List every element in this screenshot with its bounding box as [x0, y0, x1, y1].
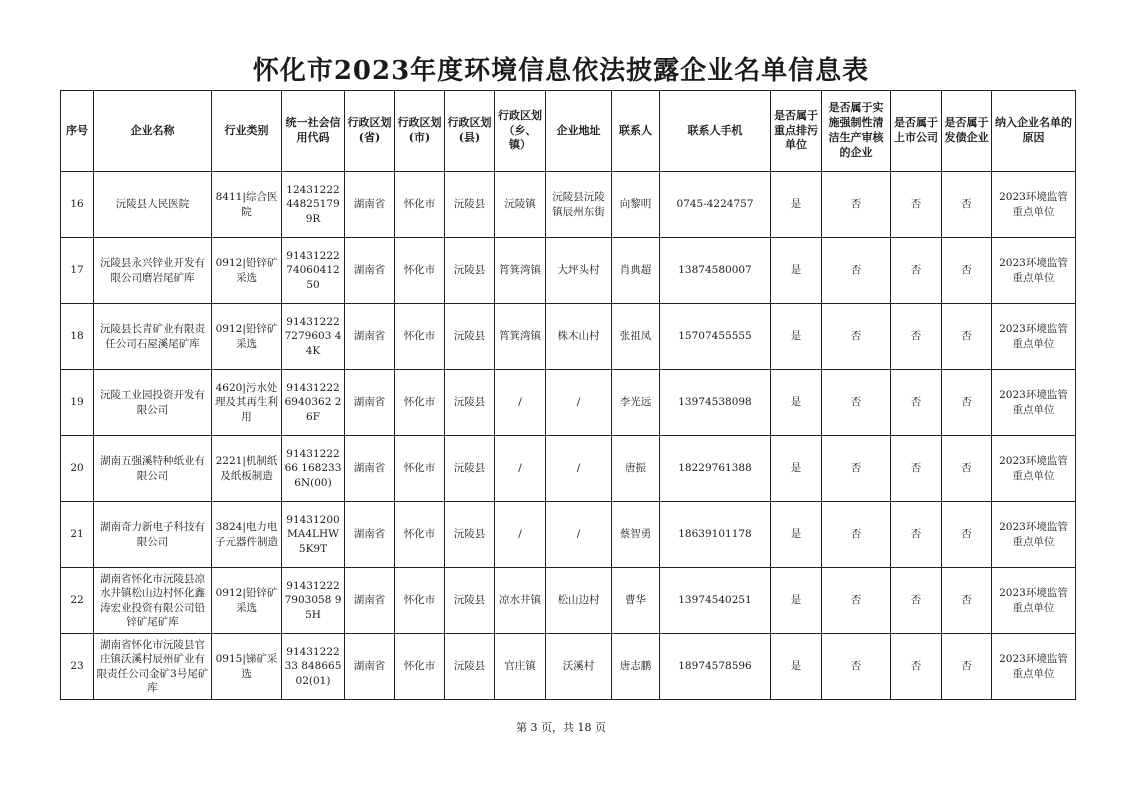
table-cell: 沅陵县 [445, 436, 495, 502]
table-cell: / [546, 436, 612, 502]
table-cell: 是 [771, 502, 822, 568]
table-cell: 91431200MA4LHW5K9T [282, 502, 345, 568]
table-cell: 否 [822, 634, 891, 700]
table-cell: 沅陵县沅陵镇辰州东街 [546, 172, 612, 238]
table-row [61, 304, 1076, 370]
header-cell: 序号 [61, 91, 94, 172]
table-row [61, 568, 1076, 634]
header-cell: 是否属于上市公司 [891, 91, 942, 172]
table-cell: 沅陵县 [445, 502, 495, 568]
table-row [61, 502, 1076, 568]
table-cell: 沅陵县 [445, 634, 495, 700]
table-cell: 怀化市 [395, 370, 445, 436]
table-cell: 否 [822, 238, 891, 304]
table-cell: 大坪头村 [546, 238, 612, 304]
table-cell: 蔡智勇 [612, 502, 660, 568]
table-cell: 怀化市 [395, 436, 445, 502]
table-cell: 湖南省 [345, 172, 395, 238]
header-cell: 是否属于重点排污单位 [771, 91, 822, 172]
enterprise-table [60, 90, 1076, 700]
table-cell: 914312227903058 95H [282, 568, 345, 634]
table-cell: 怀化市 [395, 502, 445, 568]
table-cell: 株木山村 [546, 304, 612, 370]
table-cell: 914312227406041250 [282, 238, 345, 304]
table-cell: 否 [942, 634, 992, 700]
table-cell: 沅陵县长青矿业有限责任公司石屋溪尾矿库 [94, 304, 212, 370]
table-row [61, 172, 1076, 238]
table-cell: 湖南省 [345, 634, 395, 700]
table-cell: 13974538098 [660, 370, 771, 436]
table-cell: 是 [771, 172, 822, 238]
table-cell: 16 [61, 172, 94, 238]
table-cell: 0912|铅锌矿采选 [212, 568, 282, 634]
table-cell: 否 [822, 436, 891, 502]
table-cell: 唐志鹏 [612, 634, 660, 700]
table-cell: 是 [771, 238, 822, 304]
table-cell: 是 [771, 436, 822, 502]
table-cell: 怀化市 [395, 568, 445, 634]
table-cell: 18229761388 [660, 436, 771, 502]
table-cell: 13874580007 [660, 238, 771, 304]
table-cell: 怀化市 [395, 238, 445, 304]
table-cell: 否 [891, 304, 942, 370]
table-cell: 2221|机制纸及纸板制造 [212, 436, 282, 502]
table-cell: 否 [822, 304, 891, 370]
table-cell: 否 [942, 502, 992, 568]
table-cell: 否 [891, 568, 942, 634]
table-cell: 8411|综合医院 [212, 172, 282, 238]
page-number: 第 3 页，共 18 页 [516, 721, 606, 734]
header-cell: 联系人 [612, 91, 660, 172]
header-cell: 统一社会信用代码 [282, 91, 345, 172]
table-cell: 曹华 [612, 568, 660, 634]
table-cell: 沅陵县 [445, 370, 495, 436]
table-cell: 914312227279603 44K [282, 304, 345, 370]
table-cell: 湖南五强溪特种纸业有限公司 [94, 436, 212, 502]
table-cell: 官庄镇 [495, 634, 546, 700]
page-title: 怀化市2023年度环境信息依法披露企业名单信息表 [252, 56, 870, 86]
header-cell: 行政区划（乡、镇） [495, 91, 546, 172]
table-cell: 否 [822, 502, 891, 568]
table-cell: 沅陵县人民医院 [94, 172, 212, 238]
table-cell: 否 [822, 172, 891, 238]
table-cell: 19 [61, 370, 94, 436]
table-cell: 0915|锑矿采选 [212, 634, 282, 700]
table-cell: 沅陵县 [445, 172, 495, 238]
table-row [61, 370, 1076, 436]
table-cell: 是 [771, 568, 822, 634]
table-cell: 否 [891, 436, 942, 502]
table-cell: 否 [891, 634, 942, 700]
table-body [61, 172, 1076, 700]
table-cell: 否 [942, 172, 992, 238]
table-cell: 否 [942, 238, 992, 304]
table-cell: 湖南省 [345, 502, 395, 568]
table-cell: 12431222448251799R [282, 172, 345, 238]
table-cell: 凉水井镇 [495, 568, 546, 634]
table-cell: 18 [61, 304, 94, 370]
header-cell: 是否属于实施强制性清洁生产审核的企业 [822, 91, 891, 172]
table-cell: 沅陵县 [445, 238, 495, 304]
table-cell: 湖南省 [345, 370, 395, 436]
header-cell: 行政区划(县) [445, 91, 495, 172]
table-cell: / [495, 436, 546, 502]
header-cell: 行政区划(市) [395, 91, 445, 172]
table-cell: 20 [61, 436, 94, 502]
table-cell: / [546, 502, 612, 568]
header-cell: 是否属于发债企业 [942, 91, 992, 172]
table-cell: 2023环境监管重点单位 [992, 304, 1076, 370]
table-cell: 湖南省 [345, 568, 395, 634]
table-cell: 否 [942, 304, 992, 370]
table-cell: 9143122233 84866502(01) [282, 634, 345, 700]
table-cell: 沅陵工业园投资开发有限公司 [94, 370, 212, 436]
table-cell: 否 [822, 568, 891, 634]
table-cell: 张祖凤 [612, 304, 660, 370]
table-cell: 沃溪村 [546, 634, 612, 700]
table-cell: 否 [891, 238, 942, 304]
table-cell: 是 [771, 370, 822, 436]
table-cell: 9143122266 1682336N(00) [282, 436, 345, 502]
table-cell: 18639101178 [660, 502, 771, 568]
table-cell: 13974540251 [660, 568, 771, 634]
table-cell: 2023环境监管重点单位 [992, 568, 1076, 634]
table-cell: 914312226940362 26F [282, 370, 345, 436]
table-cell: 湖南省 [345, 304, 395, 370]
header-cell: 企业名称 [94, 91, 212, 172]
table-cell: 否 [822, 370, 891, 436]
table-cell: 怀化市 [395, 172, 445, 238]
table-cell: 湖南省怀化市沅陵县官庄镇沃溪村辰州矿业有限责任公司金矿3号尾矿库 [94, 634, 212, 700]
table-cell: 2023环境监管重点单位 [992, 172, 1076, 238]
table-row [61, 436, 1076, 502]
table-cell: 向黎明 [612, 172, 660, 238]
table-cell: 15707455555 [660, 304, 771, 370]
table-cell: / [495, 502, 546, 568]
table-cell: 否 [942, 436, 992, 502]
table-cell: 4620|污水处理及其再生利用 [212, 370, 282, 436]
table-cell: 唐振 [612, 436, 660, 502]
table-cell: 18974578596 [660, 634, 771, 700]
table-cell: 肖典超 [612, 238, 660, 304]
table-cell: 湖南省 [345, 436, 395, 502]
table-cell: 3824|电力电子元器件制造 [212, 502, 282, 568]
table-cell: 沅陵县 [445, 568, 495, 634]
table-cell: 0912|铅锌矿采选 [212, 304, 282, 370]
table-cell: / [546, 370, 612, 436]
table-cell: 2023环境监管重点单位 [992, 436, 1076, 502]
table-cell: 松山边村 [546, 568, 612, 634]
table-cell: 否 [942, 568, 992, 634]
table-cell: 否 [891, 370, 942, 436]
table-cell: 否 [942, 370, 992, 436]
table-row [61, 238, 1076, 304]
table-cell: / [495, 370, 546, 436]
table-cell: 22 [61, 568, 94, 634]
table-header-row [61, 91, 1076, 172]
table-cell: 是 [771, 634, 822, 700]
table-cell: 沅陵镇 [495, 172, 546, 238]
table-cell: 否 [891, 172, 942, 238]
header-cell: 行业类别 [212, 91, 282, 172]
table-cell: 23 [61, 634, 94, 700]
table-cell: 2023环境监管重点单位 [992, 238, 1076, 304]
header-cell: 纳入企业名单的原因 [992, 91, 1076, 172]
table-cell: 0745-4224757 [660, 172, 771, 238]
header-cell: 行政区划(省) [345, 91, 395, 172]
table-cell: 0912|铅锌矿采选 [212, 238, 282, 304]
table-cell: 筲箕湾镇 [495, 238, 546, 304]
header-cell: 联系人手机 [660, 91, 771, 172]
table-cell: 17 [61, 238, 94, 304]
table-cell: 2023环境监管重点单位 [992, 502, 1076, 568]
table-cell: 李光远 [612, 370, 660, 436]
table-cell: 筲箕湾镇 [495, 304, 546, 370]
table-cell: 是 [771, 304, 822, 370]
table-cell: 2023环境监管重点单位 [992, 370, 1076, 436]
table-row [61, 634, 1076, 700]
table-cell: 怀化市 [395, 634, 445, 700]
header-cell: 企业地址 [546, 91, 612, 172]
table-cell: 21 [61, 502, 94, 568]
table-cell: 沅陵县永兴锌业开发有限公司磨岩尾矿库 [94, 238, 212, 304]
table-cell: 湖南省 [345, 238, 395, 304]
table-cell: 湖南省怀化市沅陵县凉水井镇松山边村怀化鑫涛宏业投资有限公司铅锌矿尾矿库 [94, 568, 212, 634]
table-cell: 沅陵县 [445, 304, 495, 370]
table-cell: 2023环境监管重点单位 [992, 634, 1076, 700]
table-cell: 否 [891, 502, 942, 568]
table-cell: 怀化市 [395, 304, 445, 370]
table-cell: 湖南奇力新电子科技有限公司 [94, 502, 212, 568]
